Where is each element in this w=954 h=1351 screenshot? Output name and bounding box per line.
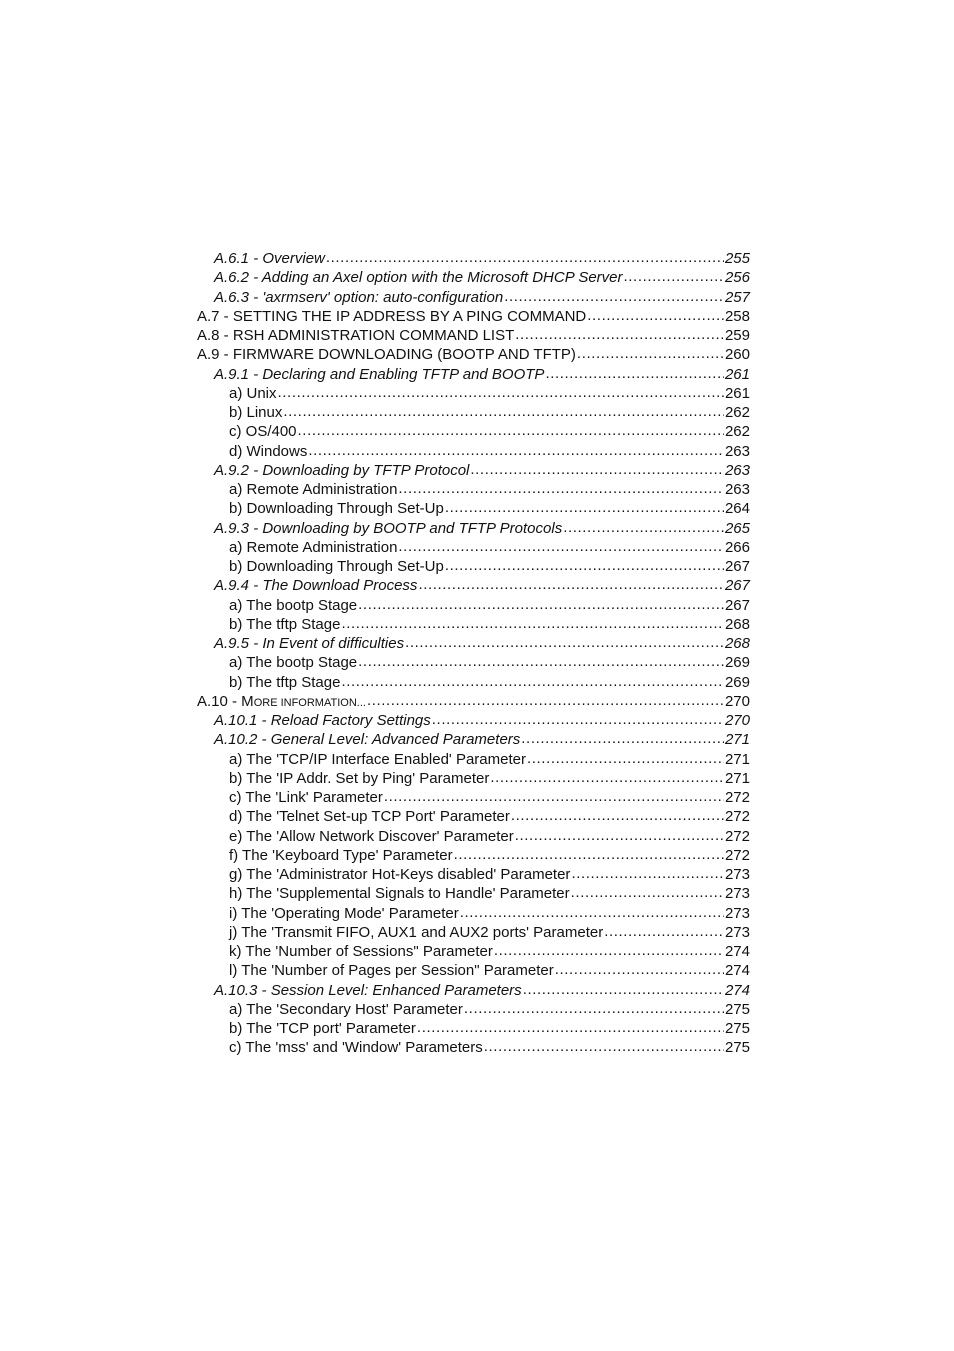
toc-page-number: 271: [724, 750, 750, 768]
toc-entry[interactable]: [197, 422, 750, 441]
toc-entry[interactable]: [197, 1038, 750, 1057]
toc-dot-leader: [445, 498, 724, 517]
toc-entry-title: a) The 'TCP/IP Interface Enabled' Parameter: [229, 750, 526, 768]
toc-entry-title: a) Unix: [229, 384, 277, 402]
toc-page-number: 256: [724, 269, 750, 287]
toc-page-number: 265: [724, 519, 750, 537]
toc-entry-title: A.6.1 - Overview: [214, 250, 325, 267]
toc-entry[interactable]: [197, 499, 750, 518]
toc-entry-title: A.10.2 - General Level: Advanced Parameters: [214, 731, 521, 749]
toc-dot-leader: [604, 922, 724, 941]
toc-dot-leader: [283, 402, 724, 421]
toc-dot-leader: [494, 941, 724, 960]
toc-dot-leader: [521, 729, 724, 748]
toc-dot-leader: [470, 460, 724, 479]
toc-entry[interactable]: [197, 442, 750, 461]
toc-dot-leader: [504, 287, 724, 306]
toc-page-number: 263: [724, 442, 750, 460]
toc-entry-title: d) The 'Telnet Set-up TCP Port' Parameter: [229, 808, 510, 826]
toc-dot-leader: [563, 518, 724, 537]
toc-dot-leader: [545, 364, 724, 383]
toc-entry-title: c) OS/400: [229, 423, 297, 441]
toc-dot-leader: [405, 633, 724, 652]
toc-entry[interactable]: [197, 576, 750, 595]
toc-entry[interactable]: [197, 846, 750, 865]
toc-entry[interactable]: [197, 538, 750, 557]
toc-entry-title: A.10.3 - Session Level: Enhanced Parameters: [214, 981, 522, 999]
toc-entry[interactable]: [197, 634, 750, 653]
toc-dot-leader: [445, 556, 724, 575]
toc-entry-title: l) The 'Number of Pages per Session" Parameter: [229, 962, 554, 980]
toc-entry[interactable]: [197, 673, 750, 692]
toc-entry[interactable]: [197, 769, 750, 788]
toc-dot-leader: [358, 652, 724, 671]
toc-entry-title: a) The 'Secondary Host' Parameter: [229, 1000, 463, 1018]
toc-entry[interactable]: [197, 865, 750, 884]
toc-entry-title: A.9.3 - Downloading by BOOTP and TFTP Protocols: [214, 519, 563, 537]
toc-page-number: 273: [724, 904, 750, 922]
toc-entry[interactable]: [197, 884, 750, 903]
toc-dot-leader: [571, 864, 724, 883]
toc-entry-title: e) The 'Allow Network Discover' Parameter: [229, 827, 514, 845]
toc-entry-title: a) Remote Administration: [229, 538, 398, 556]
toc-dot-leader: [417, 1018, 724, 1037]
toc-entry-title: A.6.2 - Adding an Axel option with the Microsoft DHCP Server: [214, 269, 623, 287]
toc-entry[interactable]: [197, 384, 750, 403]
toc-page-number: 271: [724, 731, 750, 749]
toc-entry-title: j) The 'Transmit FIFO, AUX1 and AUX2 ports' Parameter: [229, 923, 604, 941]
toc-entry-title: a) Remote Administration: [229, 481, 398, 498]
toc-entry-title: A.7 - SETTING THE IP ADDRESS BY A PING COMMAND: [197, 307, 587, 325]
toc-page-number: 262: [724, 404, 750, 421]
toc-dot-leader: [367, 691, 724, 710]
toc-page-number: 268: [724, 615, 750, 633]
toc-entry-title: [197, 692, 366, 713]
toc-dot-leader: [460, 903, 724, 922]
toc-entry-title: a) The bootp Stage: [229, 654, 358, 672]
toc-entry-title: c) The 'mss' and 'Window' Parameters: [229, 1039, 483, 1057]
toc-entry-title-prefix: A.10 - M: [197, 692, 254, 710]
toc-page-number: 267: [724, 558, 750, 575]
toc-page-number: 269: [724, 673, 750, 691]
toc-entry-title: i) The 'Operating Mode' Parameter: [229, 904, 459, 922]
toc-dot-leader: [511, 806, 724, 825]
toc-page-number: 260: [724, 346, 750, 364]
toc-entry[interactable]: [197, 750, 750, 769]
toc-page-number: 269: [724, 654, 750, 672]
toc-entry-title: A.9.4 - The Download Process: [214, 577, 418, 595]
toc-entry[interactable]: [197, 288, 750, 307]
toc-entry[interactable]: [197, 1019, 750, 1038]
toc-entry-title: A.10.1 - Reload Factory Settings: [214, 712, 431, 729]
toc-dot-leader: [384, 787, 724, 806]
toc-entry-title: c) The 'Link' Parameter: [229, 789, 383, 806]
toc-entry-title: A.6.3 - 'axrmserv' option: auto-configuration: [214, 288, 504, 306]
toc-entry-title: b) The 'IP Addr. Set by Ping' Parameter: [229, 769, 490, 787]
toc-entry-title: A.8 - RSH ADMINISTRATION COMMAND LIST: [197, 327, 515, 344]
toc-page-number: 258: [724, 307, 750, 325]
toc-dot-leader: [523, 980, 724, 999]
toc-dot-leader: [527, 749, 724, 768]
toc-entry[interactable]: [197, 326, 750, 345]
toc-entry-title: A.9.1 - Declaring and Enabling TFTP and BOOTP: [214, 365, 545, 383]
toc-dot-leader: [624, 267, 724, 286]
toc-page-number: 275: [724, 1020, 750, 1037]
toc-entry-title-smallcaps: ORE INFORMATION...: [253, 696, 366, 709]
toc-entry[interactable]: [197, 1000, 750, 1019]
table-of-contents: [197, 249, 750, 1058]
toc-dot-leader: [341, 672, 724, 691]
toc-page-number: 272: [724, 827, 750, 845]
toc-dot-leader: [571, 883, 724, 902]
toc-dot-leader: [418, 575, 724, 594]
toc-page-number: 273: [724, 923, 750, 941]
toc-entry-title: A.9.2 - Downloading by TFTP Protocol: [214, 461, 470, 479]
toc-entry-title: d) Windows: [229, 442, 308, 460]
toc-page-number: 274: [724, 943, 750, 960]
toc-entry-title: b) Linux: [229, 404, 283, 421]
toc-page-number: 274: [724, 981, 750, 999]
toc-entry[interactable]: [197, 692, 750, 711]
toc-entry[interactable]: [197, 942, 750, 961]
toc-dot-leader: [515, 325, 724, 344]
toc-dot-leader: [398, 479, 724, 498]
toc-page-number: 259: [724, 327, 750, 344]
toc-entry[interactable]: [197, 961, 750, 980]
toc-dot-leader: [358, 595, 724, 614]
toc-dot-leader: [432, 710, 724, 729]
toc-page-number: 255: [724, 250, 750, 267]
toc-entry[interactable]: [197, 307, 750, 326]
toc-entry[interactable]: [197, 365, 750, 384]
toc-dot-leader: [484, 1037, 724, 1056]
toc-page-number: 272: [724, 846, 750, 864]
toc-page-number: 261: [724, 365, 750, 383]
toc-dot-leader: [326, 248, 724, 267]
toc-entry-title: b) The tftp Stage: [229, 673, 341, 691]
toc-entry[interactable]: [197, 519, 750, 538]
toc-entry[interactable]: [197, 981, 750, 1000]
toc-entry[interactable]: [197, 827, 750, 846]
toc-page-number: 273: [724, 885, 750, 903]
toc-page-number: 267: [724, 577, 750, 595]
toc-dot-leader: [308, 441, 724, 460]
toc-page-number: 272: [724, 789, 750, 806]
toc-page-number: 267: [724, 596, 750, 614]
toc-entry-title: A.9 - FIRMWARE DOWNLOADING (BOOTP AND TFTP): [197, 346, 576, 364]
toc-dot-leader: [515, 826, 724, 845]
toc-entry[interactable]: [197, 615, 750, 634]
toc-dot-leader: [298, 421, 724, 440]
toc-dot-leader: [464, 999, 724, 1018]
toc-page-number: 266: [724, 538, 750, 556]
toc-entry-title: g) The 'Administrator Hot-Keys disabled' Parameter: [229, 866, 571, 883]
toc-entry-title: b) Downloading Through Set-Up: [229, 558, 444, 575]
toc-entry-title: b) The tftp Stage: [229, 615, 341, 633]
toc-entry[interactable]: [197, 807, 750, 826]
toc-page-number: 263: [724, 461, 750, 479]
toc-dot-leader: [555, 960, 724, 979]
toc-entry[interactable]: [197, 788, 750, 807]
toc-entry-title: b) The 'TCP port' Parameter: [229, 1020, 416, 1037]
toc-page-number: 271: [724, 769, 750, 787]
toc-entry[interactable]: [197, 653, 750, 672]
toc-entry[interactable]: [197, 403, 750, 422]
toc-page-number: 257: [724, 288, 750, 306]
toc-dot-leader: [454, 845, 724, 864]
toc-page-number: 264: [724, 500, 750, 518]
toc-entry[interactable]: [197, 711, 750, 730]
toc-page-number: 263: [724, 481, 750, 498]
toc-dot-leader: [577, 344, 724, 363]
toc-page-number: 262: [724, 423, 750, 441]
toc-entry-title: f) The 'Keyboard Type' Parameter: [229, 846, 453, 864]
toc-entry[interactable]: [197, 730, 750, 749]
toc-dot-leader: [278, 383, 724, 402]
toc-entry-title: A.9.5 - In Event of difficulties: [214, 635, 405, 652]
toc-entry-title: k) The 'Number of Sessions" Parameter: [229, 943, 493, 960]
toc-page-number: 274: [724, 962, 750, 980]
toc-entry-title: b) Downloading Through Set-Up: [229, 500, 444, 518]
toc-entry[interactable]: [197, 904, 750, 923]
toc-dot-leader: [341, 614, 724, 633]
toc-entry-title: h) The 'Supplemental Signals to Handle' Parameter: [229, 885, 570, 903]
toc-entry[interactable]: [197, 596, 750, 615]
toc-page-number: 261: [724, 384, 750, 402]
toc-dot-leader: [490, 768, 724, 787]
toc-entry[interactable]: [197, 249, 750, 268]
toc-entry[interactable]: [197, 461, 750, 480]
toc-dot-leader: [398, 537, 724, 556]
toc-dot-leader: [587, 306, 724, 325]
toc-entry-title: a) The bootp Stage: [229, 596, 358, 614]
toc-page-number: 270: [724, 692, 750, 710]
toc-page-number: 275: [724, 1039, 750, 1057]
toc-page-number: 275: [724, 1000, 750, 1018]
toc-entry[interactable]: [197, 345, 750, 364]
toc-page-number: 270: [724, 712, 750, 729]
toc-entry[interactable]: [197, 557, 750, 576]
toc-entry[interactable]: [197, 480, 750, 499]
toc-entry[interactable]: [197, 923, 750, 942]
toc-entry[interactable]: [197, 268, 750, 287]
toc-page-number: 272: [724, 808, 750, 826]
toc-page-number: 268: [724, 635, 750, 652]
toc-page-number: 273: [724, 866, 750, 883]
